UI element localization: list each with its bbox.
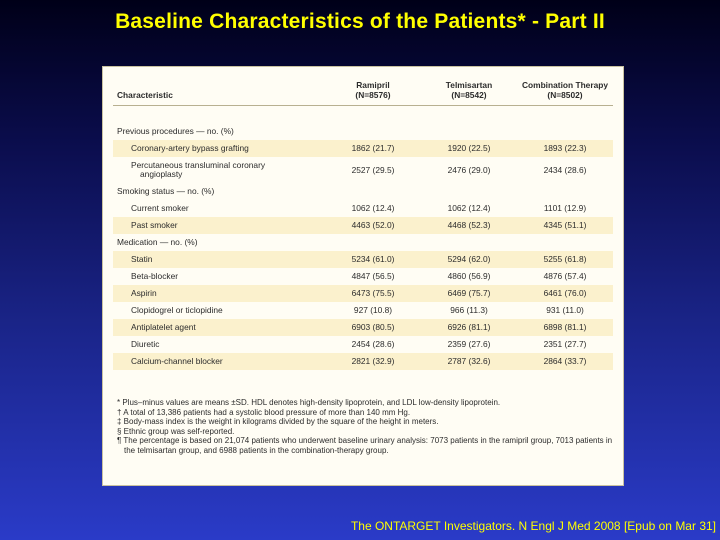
row-label: Clopidogrel or ticlopidine bbox=[131, 305, 223, 315]
cell-telmisartan: 4860 (56.9) bbox=[447, 271, 491, 281]
cell-combination: 6898 (81.1) bbox=[517, 319, 613, 336]
header-ramipril-name: Ramipril bbox=[356, 80, 390, 90]
header-ramipril-n: (N=8576) bbox=[355, 90, 391, 100]
cell-ramipril: 2454 (28.6) bbox=[351, 339, 395, 349]
table-row bbox=[113, 285, 613, 302]
cell-ramipril: 1862 (21.7) bbox=[325, 140, 421, 157]
cell-telmisartan: 6926 (81.1) bbox=[421, 319, 517, 336]
cell-ramipril: 2821 (32.9) bbox=[325, 353, 421, 370]
section-row-medication bbox=[113, 234, 613, 251]
row-label bbox=[113, 157, 325, 183]
cell-combination: 1893 (22.3) bbox=[517, 140, 613, 157]
cell-telmisartan: 4468 (52.3) bbox=[421, 217, 517, 234]
table-panel bbox=[102, 66, 624, 486]
citation: The ONTARGET Investigators. N Engl J Med 2008 [Epub on Mar 31] bbox=[350, 519, 716, 533]
section-row-procedures bbox=[113, 123, 613, 140]
row-label: Aspirin bbox=[113, 285, 325, 302]
cell-ramipril: 5234 (61.0) bbox=[325, 251, 421, 268]
cell-combination: 5255 (61.8) bbox=[517, 251, 613, 268]
row-label: Antiplatelet agent bbox=[113, 319, 325, 336]
row-label: Past smoker bbox=[113, 217, 325, 234]
table-row bbox=[113, 200, 613, 217]
section-row-smoking bbox=[113, 183, 613, 200]
row-label-line2: angioplasty bbox=[140, 169, 183, 179]
table-row bbox=[113, 217, 613, 234]
table-header-row bbox=[113, 77, 613, 106]
cell-combination: 6461 (76.0) bbox=[517, 285, 613, 302]
cell-combination: 931 (11.0) bbox=[546, 305, 584, 315]
cell-ramipril: 927 (10.8) bbox=[353, 305, 393, 315]
cell-ramipril: 2527 (29.5) bbox=[351, 164, 395, 175]
section-label: Medication — no. (%) bbox=[117, 237, 198, 247]
footnote-section: § Ethnic group was self-reported. bbox=[117, 426, 235, 436]
cell-combination: 4345 (51.1) bbox=[517, 217, 613, 234]
cell-combination: 2351 (27.7) bbox=[543, 339, 587, 349]
cell-ramipril: 6903 (80.5) bbox=[325, 319, 421, 336]
cell-combination: 1101 (12.9) bbox=[543, 203, 587, 213]
footnote-star: * Plus–minus values are means ±SD. HDL denotes high-density lipoprotein, and LDL low-density lipoprotein. bbox=[117, 398, 501, 407]
header-telmisartan-name: Telmisartan bbox=[445, 80, 493, 90]
table-row bbox=[113, 353, 613, 370]
table-row bbox=[113, 251, 613, 268]
cell-ramipril: 6473 (75.5) bbox=[325, 285, 421, 302]
row-label: Current smoker bbox=[131, 203, 189, 213]
table-row bbox=[113, 319, 613, 336]
cell-telmisartan: 6469 (75.7) bbox=[421, 285, 517, 302]
cell-ramipril: 4847 (56.5) bbox=[351, 271, 395, 281]
row-label: Calcium-channel blocker bbox=[113, 353, 325, 370]
footnote-pilcrow: ¶ The percentage is based on 21,074 patients who underwent baseline urinary analysis: 7073 patients in the ramipril group, 7013 patients in the telmisartan group, and 6988 patients in the combination-therapy group. bbox=[117, 436, 613, 455]
cell-combination: 2434 (28.6) bbox=[543, 164, 587, 175]
footnote-dagger: † A total of 13,386 patients had a systolic blood pressure of more than 140 mm Hg. bbox=[117, 407, 411, 417]
slide-title: Baseline Characteristics of the Patients* - Part II bbox=[115, 10, 605, 33]
cell-telmisartan: 1062 (12.4) bbox=[447, 203, 491, 213]
cell-telmisartan: 2359 (27.6) bbox=[447, 339, 491, 349]
cell-telmisartan: 5294 (62.0) bbox=[421, 251, 517, 268]
cell-combination: 4876 (57.4) bbox=[543, 271, 587, 281]
row-label: Beta-blocker bbox=[131, 271, 179, 281]
header-characteristic: Characteristic bbox=[113, 77, 325, 106]
cell-telmisartan: 966 (11.3) bbox=[450, 305, 488, 315]
header-telmisartan-n: (N=8542) bbox=[451, 90, 487, 100]
baseline-table bbox=[113, 77, 613, 370]
header-telmisartan bbox=[421, 77, 517, 106]
cell-ramipril: 4463 (52.0) bbox=[325, 217, 421, 234]
table-spacer bbox=[113, 106, 613, 124]
header-combination-n: (N=8502) bbox=[547, 90, 583, 100]
row-label: Diuretic bbox=[131, 339, 160, 349]
table-row bbox=[113, 157, 613, 183]
header-ramipril bbox=[325, 77, 421, 106]
row-label-line1: Percutaneous transluminal coronary bbox=[131, 160, 266, 170]
cell-combination: 2864 (33.7) bbox=[517, 353, 613, 370]
cell-telmisartan: 2787 (32.6) bbox=[421, 353, 517, 370]
table-row bbox=[113, 140, 613, 157]
header-combination-name: Combination Therapy bbox=[521, 80, 609, 90]
cell-telmisartan: 2476 (29.0) bbox=[447, 164, 491, 175]
row-label: Coronary-artery bypass grafting bbox=[113, 140, 325, 157]
table-row bbox=[113, 268, 613, 285]
header-combination bbox=[517, 77, 613, 106]
footnote-double-dagger: ‡ Body-mass index is the weight in kilograms divided by the square of the height in meters. bbox=[117, 417, 439, 426]
footnotes bbox=[117, 398, 617, 455]
table-row bbox=[113, 302, 613, 319]
cell-telmisartan: 1920 (22.5) bbox=[421, 140, 517, 157]
section-label: Smoking status — no. (%) bbox=[117, 186, 215, 196]
row-label: Statin bbox=[113, 251, 325, 268]
table-row bbox=[113, 336, 613, 353]
cell-ramipril: 1062 (12.4) bbox=[351, 203, 395, 213]
section-label: Previous procedures — no. (%) bbox=[117, 126, 234, 136]
